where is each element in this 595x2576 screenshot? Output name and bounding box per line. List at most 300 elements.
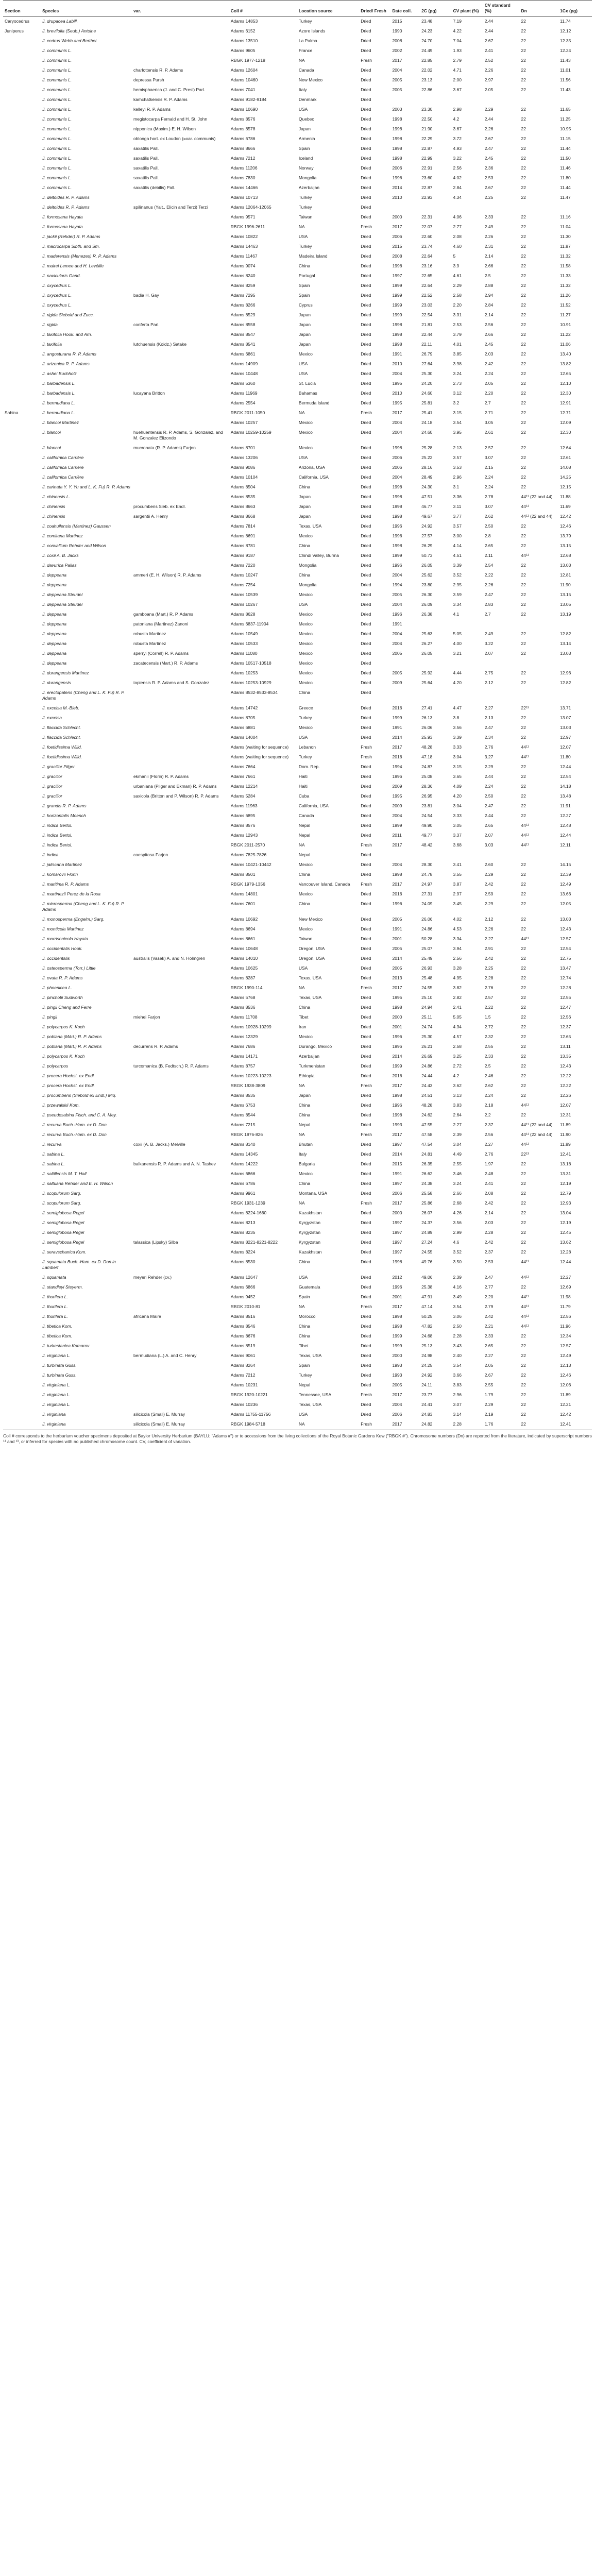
cell-cv-plant: 3.05 (453, 823, 462, 828)
table-row (3, 964, 592, 974)
cell-1cx: 11.69 (560, 504, 571, 509)
cell-dn: 44¹¹ (521, 1259, 529, 1264)
cell-section (3, 1410, 41, 1420)
cell-cv-plant: 4.60 (453, 244, 462, 249)
cell-location: Turkmenistan (298, 1063, 326, 1069)
cell-variety (132, 581, 229, 590)
cell-cv-standard: 2.26 (484, 234, 494, 239)
cell-2c: 22.60 (421, 234, 433, 239)
cell-cv-plant: 2.66 (453, 1191, 462, 1196)
cell-dried-fresh: Dried (361, 312, 371, 317)
cell-2c: 25.13 (421, 1343, 433, 1348)
cell-species: J. communis L. (42, 185, 72, 190)
cell-location: France (298, 48, 313, 53)
cell-species: J. bermudiana L. (42, 400, 75, 405)
cell-location: Japan (298, 342, 311, 347)
cell-dn: 22 (521, 474, 526, 480)
cell-date: 1998 (392, 156, 402, 161)
cell-2c: 26.62 (421, 1171, 433, 1176)
cell-location: Vancouver Island, Canada (298, 882, 350, 887)
cell-section (3, 1150, 41, 1160)
cell-dried-fresh: Dried (361, 351, 371, 357)
cell-date: 2010 (392, 361, 402, 366)
cell-species: J. microsperma (Cheng and L. K. Fu) R. P. Adams (42, 901, 125, 912)
cell-date: 1993 (392, 1122, 402, 1127)
cell-2c: 24.55 (421, 1249, 433, 1255)
cell-dn: 22 (521, 533, 526, 538)
cell-collection: Adams 8519 (230, 1343, 256, 1348)
cell-cv-standard: 2.88 (484, 283, 494, 288)
table-row (3, 974, 592, 984)
cell-cv-plant: 3.39 (453, 735, 462, 740)
table-row (3, 37, 592, 46)
cell-2c: 47.58 (421, 1132, 433, 1137)
cell-dried-fresh: Dried (361, 823, 371, 828)
cell-section (3, 831, 41, 841)
cell-collection: Adams 7041 (230, 87, 256, 92)
cell-dn: 22 (521, 77, 526, 82)
cell-cv-standard: 2.14 (484, 253, 494, 259)
cell-section (3, 1400, 41, 1410)
cell-collection: Adams 8221-8221-8222 (230, 1240, 278, 1245)
table-row (3, 1273, 592, 1283)
cell-dried-fresh: Dried (361, 175, 371, 180)
cell-location: Iceland (298, 156, 313, 161)
cell-dn: 22 (521, 995, 526, 1000)
cell-section (3, 762, 41, 772)
cell-dried-fresh: Dried (361, 680, 371, 685)
cell-section (3, 753, 41, 762)
cell-variety (132, 944, 229, 954)
cell-section (3, 428, 41, 444)
cell-cv-standard: 2.25 (484, 195, 494, 200)
cell-1cx: 13.71 (560, 705, 571, 710)
cell-date: 2008 (392, 38, 402, 43)
cell-cv-standard: 2.55 (484, 1044, 494, 1049)
cell-location: Spain (298, 1363, 310, 1368)
cell-cv-standard: 3.07 (484, 455, 494, 460)
cell-2c: 50.25 (421, 1314, 433, 1319)
cell-variety (132, 1381, 229, 1391)
table-row (3, 1150, 592, 1160)
cell-species: J. jaliscana Martinez (42, 862, 82, 867)
cell-variety: saxatilis Pall. (133, 156, 159, 161)
cell-dried-fresh: Dried (361, 205, 371, 210)
cell-dn: 22 (521, 1249, 526, 1255)
cell-cv-plant: 3.06 (453, 1314, 462, 1319)
cell-dried-fresh: Dried (361, 1014, 371, 1020)
cell-dried-fresh: Dried (361, 1284, 371, 1290)
cell-dried-fresh: Dried (361, 420, 371, 425)
cell-2c: 47.55 (421, 1122, 433, 1127)
cell-cv-standard: 2.53 (484, 175, 494, 180)
cell-variety (132, 46, 229, 56)
table-row (3, 223, 592, 232)
cell-date: 2008 (392, 253, 402, 259)
cell-collection: Adams 8532-8533-8534 (230, 690, 278, 695)
cell-2c: 47.54 (421, 1142, 433, 1147)
cell-section (3, 164, 41, 174)
cell-dn: 22 (521, 136, 526, 141)
cell-cv-plant: 4.00 (453, 641, 462, 646)
cell-section (3, 714, 41, 723)
cell-dried-fresh: Dried (361, 185, 371, 190)
cell-date: 1991 (392, 725, 402, 730)
cell-collection: Adams 8259 (230, 283, 256, 288)
cell-dn: 22 (521, 312, 526, 317)
table-row (3, 1218, 592, 1228)
cell-species: J. turkestanica Komarov (42, 1343, 90, 1348)
cell-species: J. thurifera L. (42, 1294, 68, 1299)
cell-variety: procumbens Sieb. ex Endl. (133, 504, 186, 509)
cell-collection: Adams 6866 (230, 1171, 256, 1176)
table-row (3, 1179, 592, 1189)
cell-cv-standard: 2.8 (484, 533, 491, 538)
cell-1cx: 11.89 (560, 1122, 571, 1127)
cell-1cx: 12.31 (560, 1112, 571, 1117)
table-row (3, 944, 592, 954)
cell-section (3, 1322, 41, 1332)
cell-1cx: 11.04 (560, 224, 571, 229)
cell-date: 2005 (392, 670, 402, 675)
cell-2c: 25.63 (421, 631, 433, 636)
cell-2c (420, 688, 451, 704)
cell-2c: 23.48 (421, 19, 433, 24)
cell-variety: depressa Pursh (133, 77, 164, 82)
cell-section (3, 252, 41, 262)
cell-cv-plant: 5.05 (453, 631, 462, 636)
cell-species: J. cedrus Webb and Berthel. (42, 38, 98, 43)
cell-section (3, 379, 41, 389)
cell-dried-fresh: Dried (361, 1230, 371, 1235)
cell-species: J. communis L. (42, 67, 72, 73)
cell-dried-fresh: Dried (361, 592, 371, 597)
cell-section (3, 105, 41, 115)
cell-cv-plant: 4.01 (453, 342, 462, 347)
table-row (3, 723, 592, 733)
cell-dried-fresh: Dried (361, 553, 371, 558)
cell-cv-standard: 2.41 (484, 48, 494, 53)
cell-2c: 24.86 (421, 1063, 433, 1069)
cell-dried-fresh: Dried (361, 244, 371, 249)
cell-collection: Adams 9187 (230, 553, 256, 558)
cell-species: J. semiglobosa Regel (42, 1220, 84, 1225)
cell-location: Turkey (298, 205, 312, 210)
cell-1cx: 13.03 (560, 917, 571, 922)
cell-location: Texas, USA (298, 523, 322, 529)
cell-collection: Adams 14466 (230, 185, 258, 190)
cell-cv-plant: 3.67 (453, 126, 462, 131)
cell-1cx: 13.15 (560, 592, 571, 597)
cell-species: J. oxycedrus L. (42, 293, 72, 298)
table-row (3, 802, 592, 811)
cell-collection: Adams 14004 (230, 735, 258, 740)
cell-collection: Adams 10253-10929 (230, 680, 271, 685)
cell-species: J. semiglobosa Regel (42, 1210, 84, 1215)
cell-section (3, 144, 41, 154)
cell-variety (132, 915, 229, 925)
cell-location: Durango, Mexico (298, 1044, 332, 1049)
cell-1cx: 11.32 (560, 253, 571, 259)
cell-dried-fresh: Dried (361, 862, 371, 867)
cell-date: 1994 (392, 764, 402, 769)
cell-1cx: 14.15 (560, 862, 571, 867)
cell-variety (132, 223, 229, 232)
cell-date: 1998 (392, 484, 402, 489)
cell-2c: 28.16 (421, 465, 433, 470)
cell-1cx: 13.03 (560, 725, 571, 730)
cell-section (3, 802, 41, 811)
cell-variety: saxatilis (debilis) Pall. (133, 185, 176, 190)
cell-location: Tibet (298, 1014, 309, 1020)
cell-2c: 23.03 (421, 302, 433, 308)
cell-variety: oblonga hort. ex Loudon (=var. communis) (133, 136, 216, 141)
cell-dried-fresh: Dried (361, 430, 371, 435)
cell-section (3, 851, 41, 860)
cell-1cx: 12.75 (560, 956, 571, 961)
cell-variety: turcomanica (B. Fedtsch.) R. P. Adams (133, 1063, 209, 1069)
table-row (3, 1189, 592, 1199)
cell-cv-standard: 2.24 (484, 784, 494, 789)
cell-dried-fresh: Dried (361, 1412, 371, 1417)
table-row (3, 512, 592, 522)
cell-2c: 27.64 (421, 361, 433, 366)
cell-section (3, 1042, 41, 1052)
cell-cv-standard: 2.37 (484, 1122, 494, 1127)
cell-section (3, 301, 41, 311)
cell-section (3, 444, 41, 453)
cell-collection: RBGK 2011-1050 (230, 410, 265, 415)
cell-date: 2005 (392, 651, 402, 656)
cell-2c: 25.93 (421, 735, 433, 740)
cell-species: J. chinensis L. (42, 494, 70, 499)
cell-section: Sabina (5, 410, 19, 415)
cell-collection: Adams 10517-10518 (230, 660, 271, 666)
cell-dn: 22 (521, 107, 526, 112)
cell-1cx: 11.43 (560, 58, 571, 63)
cell-dried-fresh: Dried (361, 146, 371, 151)
cell-date: 2017 (392, 744, 402, 750)
cell-cv-plant: 2.13 (453, 445, 462, 450)
cell-collection: Adams 10539 (230, 592, 258, 597)
cell-variety (132, 1150, 229, 1160)
header-dried-fresh: Dried/ Fresh (359, 1, 390, 17)
cell-section (3, 1283, 41, 1293)
cell-1cx: 11.96 (560, 1324, 571, 1329)
cell-1cx: 13.04 (560, 1210, 571, 1215)
cell-location: Texas, USA (298, 1402, 322, 1407)
cell-dn: 22 (521, 602, 526, 607)
cell-location: Mongolia (298, 175, 317, 180)
cell-2c: 27.24 (421, 1240, 433, 1245)
cell-1cx: 12.56 (560, 1014, 571, 1020)
cell-cv-plant: 2.96 (453, 474, 462, 480)
table-row (3, 1121, 592, 1130)
cell-collection: Adams 8546 (230, 1324, 256, 1329)
cell-cv-plant: 2.79 (453, 58, 462, 63)
cell-date: 2010 (392, 195, 402, 200)
cell-dn: 22 (521, 224, 526, 229)
cell-cv-plant: 4.53 (453, 926, 462, 931)
cell-cv-plant: 3.04 (453, 754, 462, 759)
cell-location: USA (298, 361, 308, 366)
cell-dried-fresh: Dried (361, 1054, 371, 1059)
cell-cv-standard: 2.47 (484, 1275, 494, 1280)
cell-location: Azore Islands (298, 28, 326, 33)
cell-dried-fresh: Dried (361, 400, 371, 405)
cell-2c: 22.44 (421, 332, 433, 337)
cell-date: 1991 (392, 351, 402, 357)
cell-section (3, 95, 41, 105)
cell-variety (132, 493, 229, 502)
cell-collection: Adams 8558 (230, 322, 256, 327)
cell-date: 1998 (392, 494, 402, 499)
cell-cv-plant: 3.34 (453, 936, 462, 941)
cell-dried-fresh: Dried (361, 621, 371, 626)
cell-dn: 22 (521, 543, 526, 548)
cell-collection: Adams 10223-10223 (230, 1073, 271, 1078)
table-row (3, 714, 592, 723)
cell-cv-standard: 2.26 (484, 926, 494, 931)
cell-collection: Adams 7215 (230, 1122, 256, 1127)
cell-cv-standard: 2.44 (484, 28, 494, 33)
cell-date: 1996 (392, 1034, 402, 1039)
cell-2c: 24.83 (421, 1412, 433, 1417)
cell-location: California, USA (298, 474, 329, 480)
cell-cv-standard: 2.62 (484, 514, 494, 519)
cell-dried-fresh: Fresh (361, 1200, 372, 1206)
table-row (3, 561, 592, 571)
cell-date: 2009 (392, 784, 402, 789)
cell-species: J. deppeana (42, 660, 66, 666)
cell-2c: 22.91 (421, 165, 433, 171)
cell-cv-standard (483, 620, 520, 630)
cell-location: Taiwan (298, 214, 313, 219)
cell-cv-plant: 2.98 (453, 107, 462, 112)
cell-collection: Adams 14909 (230, 361, 258, 366)
cell-dried-fresh: Dried (361, 1240, 371, 1245)
cell-dn: 44¹¹ (521, 754, 529, 759)
cell-2c: 24.25 (421, 1363, 433, 1368)
cell-dried-fresh: Dried (361, 28, 371, 33)
cell-variety (132, 1081, 229, 1091)
cell-cv-plant: 4.93 (453, 146, 462, 151)
cell-species: J. saltuaria Rehder and E. H. Wilson (42, 1181, 113, 1186)
table-row (3, 870, 592, 880)
cell-dn: 22 (521, 956, 526, 961)
cell-location: Nepal (298, 1122, 311, 1127)
cell-1cx (558, 620, 592, 630)
cell-dried-fresh: Dried (361, 1372, 371, 1378)
cell-cv-standard: 2.66 (484, 332, 494, 337)
cell-section (3, 320, 41, 330)
cell-dn: 22 (521, 234, 526, 239)
cell-cv-plant: 5.05 (453, 1014, 462, 1020)
cell-dn: 22 (521, 975, 526, 980)
cell-species: J. chinensis (42, 514, 65, 519)
cell-section (3, 203, 41, 213)
cell-cv-standard: 2.44 (484, 813, 494, 818)
cell-dn: 22 (521, 764, 526, 769)
table-row (3, 17, 592, 27)
cell-collection: Adams 8701 (230, 445, 256, 450)
cell-variety: charlottensis R. P. Adams (133, 67, 183, 73)
cell-cv-standard: 2.24 (484, 474, 494, 480)
cell-dn: 22 (521, 631, 526, 636)
cell-species: J. brevifolia (Seub.) Antoine (42, 28, 96, 33)
cell-cv-plant: 4.02 (453, 917, 462, 922)
cell-collection: Adams 8544 (230, 1112, 256, 1117)
table-row (3, 379, 592, 389)
cell-1cx: 11.26 (560, 293, 571, 298)
cell-2c: 22.52 (421, 293, 433, 298)
cell-location: NA (298, 1304, 305, 1309)
cell-section (3, 630, 41, 639)
cell-section (3, 551, 41, 561)
cell-section (3, 600, 41, 610)
cell-dn: 22 (521, 1382, 526, 1387)
cell-cv-standard: 2.26 (484, 126, 494, 131)
cell-dn: 44¹¹ (521, 1275, 529, 1280)
cell-collection: Adams 10247 (230, 572, 258, 578)
cell-location: Japan (298, 494, 311, 499)
cell-date: 1998 (392, 1314, 402, 1319)
cell-section (3, 679, 41, 688)
cell-location: China (298, 1181, 311, 1186)
cell-cv-plant: 4.26 (453, 1210, 462, 1215)
cell-dried-fresh: Dried (361, 533, 371, 538)
cell-2c: 24.54 (421, 813, 433, 818)
cell-variety: coxii (A. B. Jacks.) Melville (133, 1142, 185, 1147)
cell-cv-plant: 4.6 (453, 1240, 460, 1245)
cell-2c: 25.92 (421, 670, 433, 675)
table-row (3, 1293, 592, 1302)
cell-date: 2001 (392, 1294, 402, 1299)
cell-collection: Adams 6837-11904 (230, 621, 269, 626)
cell-collection: Adams 7830 (230, 175, 256, 180)
cell-dried-fresh: Fresh (361, 985, 372, 990)
cell-dn: 22 (521, 165, 526, 171)
cell-location: Spain (298, 146, 310, 151)
cell-cv-plant: 4.20 (453, 680, 462, 685)
cell-location: NA (298, 1083, 305, 1088)
cell-species: J. gracilior (42, 793, 62, 799)
cell-date: 2005 (392, 77, 402, 82)
cell-1cx: 11.01 (560, 67, 571, 73)
cell-1cx: 12.06 (560, 1382, 571, 1387)
table-row (3, 935, 592, 944)
cell-1cx: 12.65 (560, 371, 571, 376)
cell-1cx (558, 851, 592, 860)
cell-species: J. oxycedrus L. (42, 302, 72, 308)
cell-collection: Adams 8781 (230, 543, 256, 548)
cell-cv-standard: 2.08 (484, 1191, 494, 1196)
cell-2c: 24.94 (421, 1005, 433, 1010)
cell-dn: 22 (521, 803, 526, 808)
cell-dried-fresh: Dried (361, 1191, 371, 1196)
cell-cv-plant: 4.71 (453, 67, 462, 73)
cell-1cx: 11.79 (560, 1304, 571, 1309)
cell-collection: Adams 8535 (230, 1093, 256, 1098)
cell-2c: 21.81 (421, 322, 433, 327)
cell-section (3, 46, 41, 56)
cell-collection: Adams 11755-11756 (230, 1412, 271, 1417)
cell-collection: Adams 8224-1660 (230, 1210, 267, 1215)
cell-cv-plant: 3.1 (453, 484, 460, 489)
table-row (3, 213, 592, 223)
cell-variety: zacatecensis (Mart.) R. P. Adams (133, 660, 198, 666)
cell-dried-fresh: Dried (361, 956, 371, 961)
